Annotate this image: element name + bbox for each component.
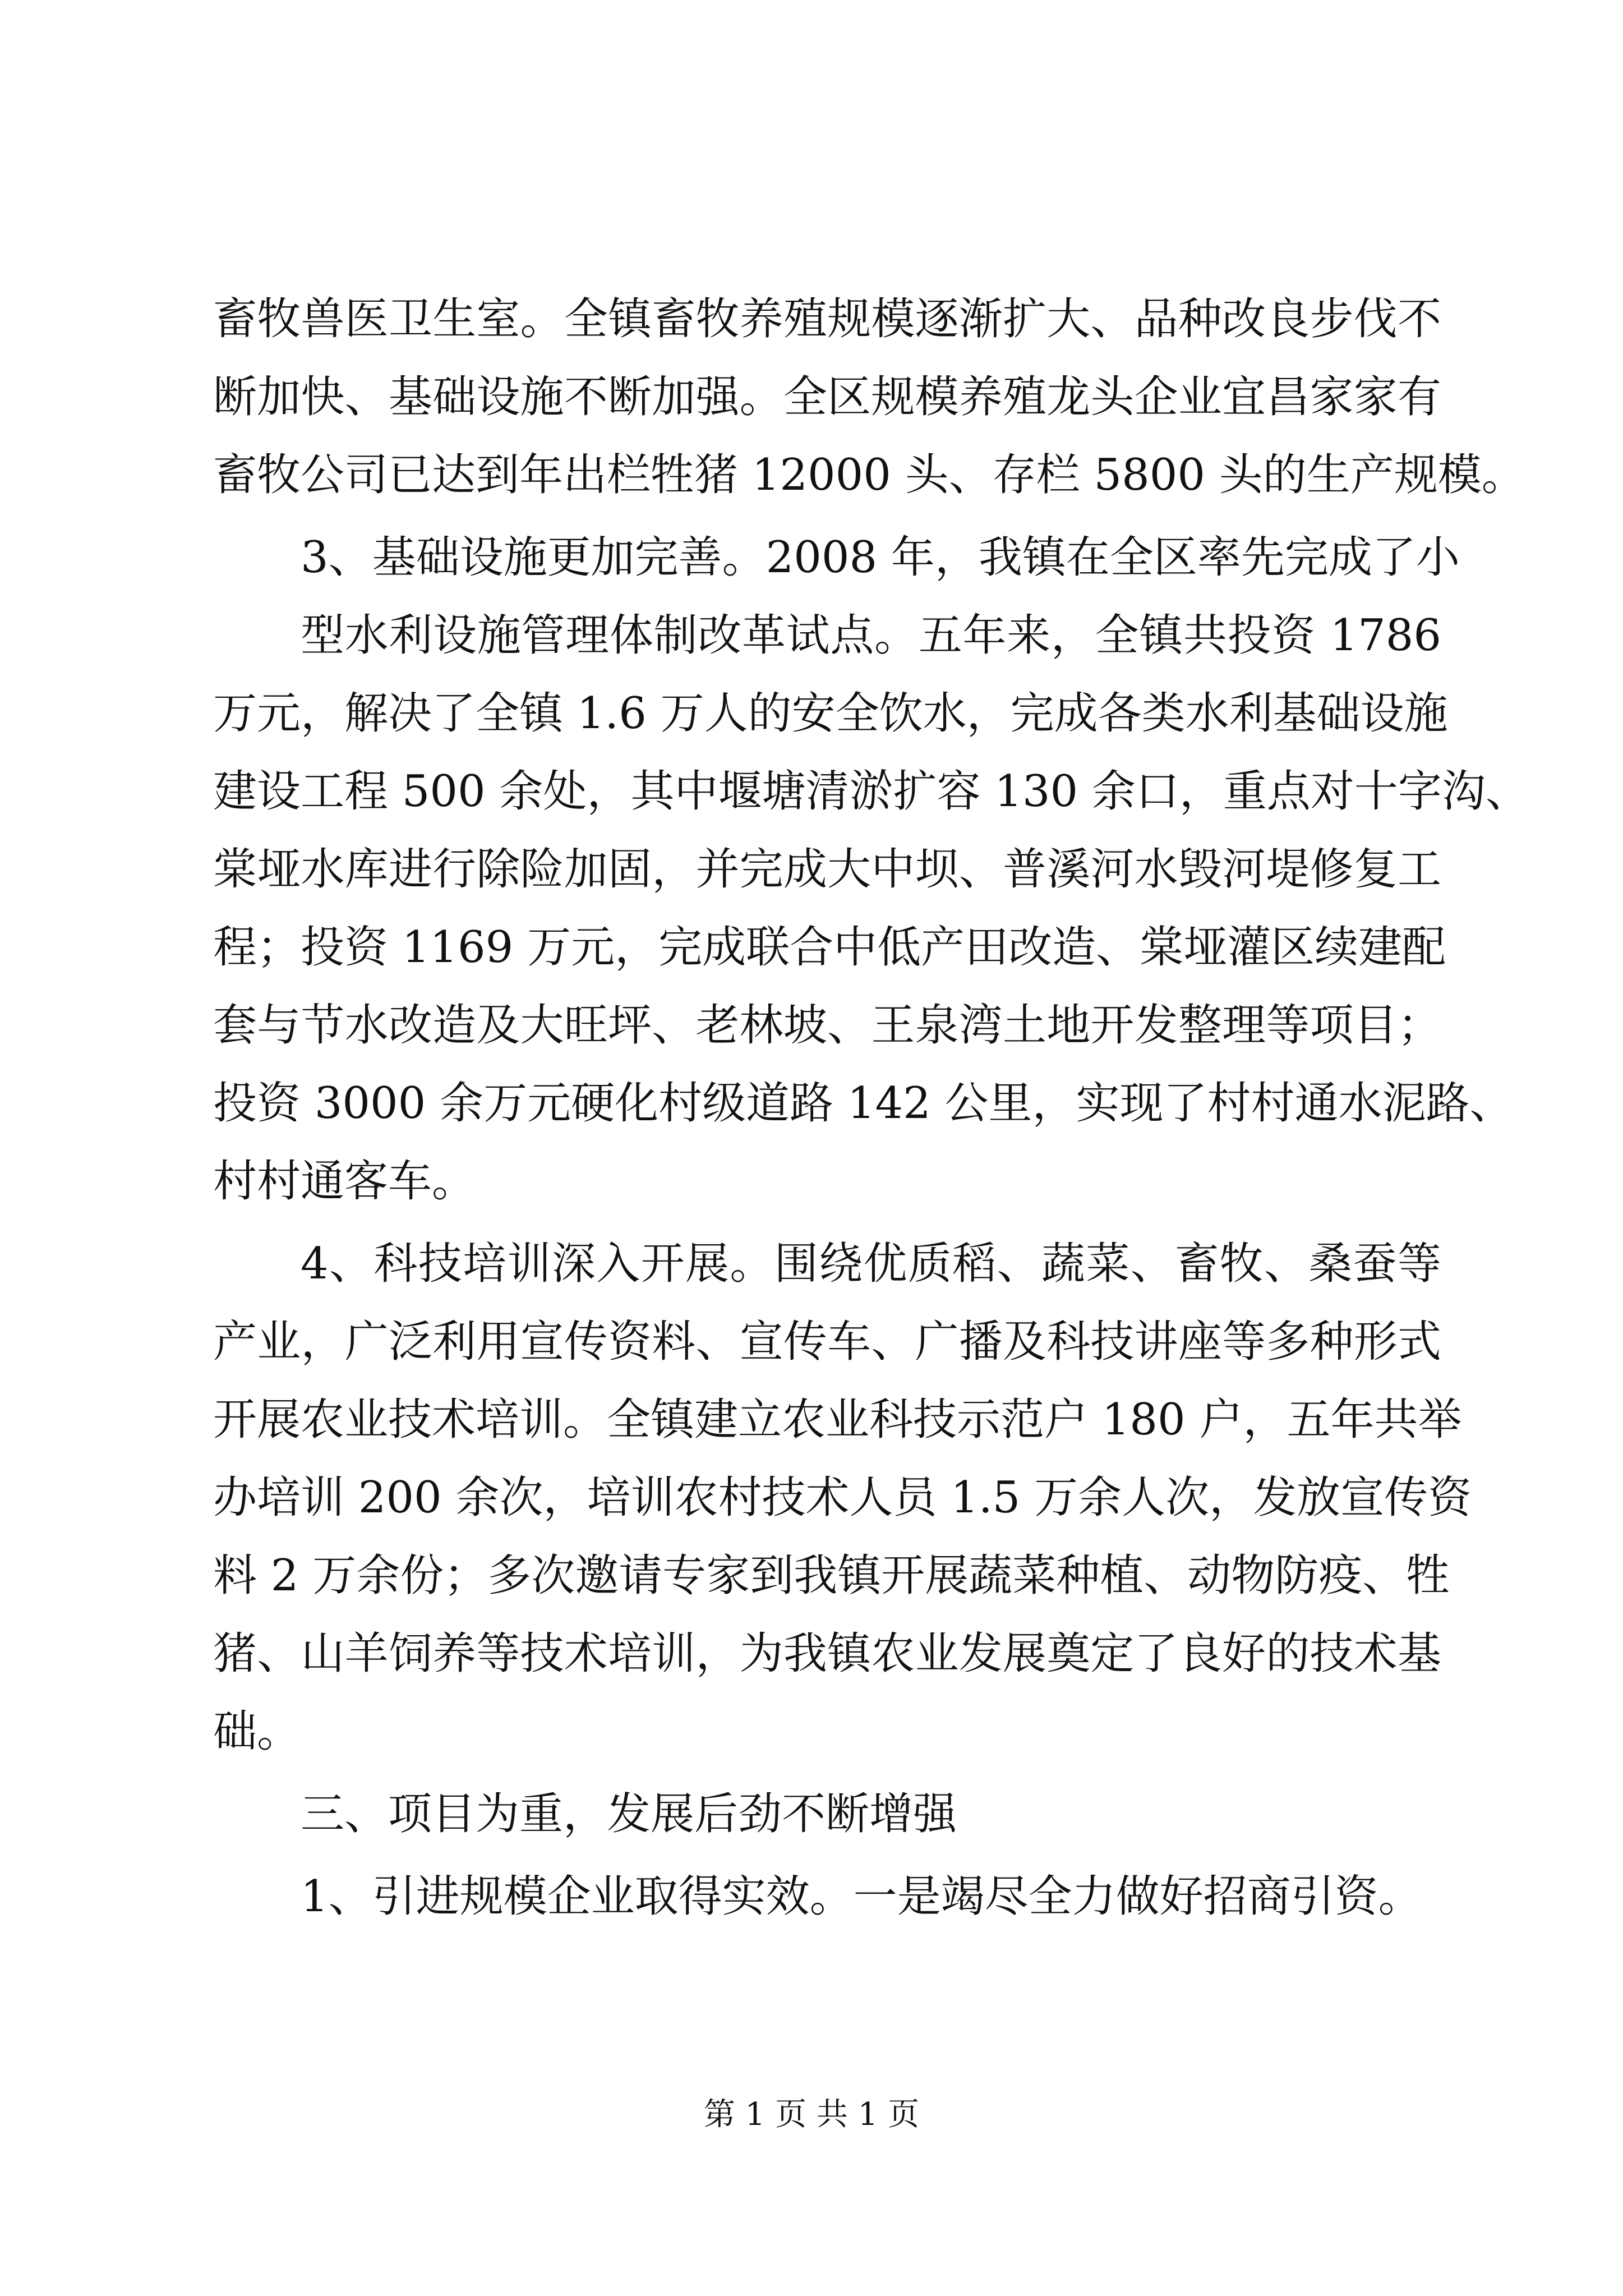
text-line: 畜牧公司已达到年出栏牲猪 12000 头、存栏 5800 头的生产规模。	[213, 450, 1525, 500]
text-line: 产业，广泛利用宣传资料、宣传车、广播及科技讲座等多种形式	[213, 1317, 1441, 1367]
text-line: 建设工程 500 余处，其中堰塘清淤扩容 130 余口，重点对十字沟、	[213, 766, 1529, 817]
text-line: 程；投资 1169 万元，完成联合中低产田改造、棠垭灌区续建配	[213, 922, 1446, 973]
page-footer: 第 1 页 共 1 页	[703, 2096, 920, 2133]
paragraph-heading-line: 3、基础设施更加完善。2008 年，我镇在全区率先完成了小	[301, 532, 1460, 583]
text-line: 型水利设施管理体制改革试点。五年来，全镇共投资 1786	[301, 610, 1441, 661]
text-line: 万元，解决了全镇 1.6 万人的安全饮水，完成各类水利基础设施	[213, 688, 1448, 739]
text-line: 开展农业技术培训。全镇建立农业科技示范户 180 户，五年共举	[213, 1395, 1462, 1445]
text-line: 畜牧兽医卫生室。全镇畜牧养殖规模逐渐扩大、品种改良步伐不	[213, 294, 1441, 344]
text-line: 投资 3000 余万元硬化村级道路 142 公里，实现了村村通水泥路、	[213, 1078, 1514, 1129]
text-line: 料 2 万余份；多次邀请专家到我镇开展蔬菜种植、动物防疫、牲	[213, 1550, 1450, 1601]
text-line: 村村通客车。	[213, 1156, 476, 1207]
text-line: 断加快、基础设施不断加强。全区规模养殖龙头企业宜昌家家有	[213, 372, 1441, 422]
text-line: 套与节水改造及大旺坪、老林坡、王泉湾土地开发整理等项目；	[213, 1000, 1441, 1051]
section-heading: 三、项目为重，发展后劲不断增强	[301, 1789, 957, 1839]
document-body	[213, 280, 1529, 1936]
text-line: 猪、山羊饲养等技术培训，为我镇农业发展奠定了良好的技术基	[213, 1628, 1441, 1679]
text-line: 办培训 200 余次，培训农村技术人员 1.5 万余人次，发放宣传资	[213, 1473, 1472, 1523]
paragraph-heading-line: 1、引进规模企业取得实效。一是竭尽全力做好招商引资。	[301, 1871, 1422, 1922]
text-line: 棠垭水库进行除险加固，并完成大中坝、普溪河水毁河堤修复工	[213, 844, 1441, 895]
text-line: 础。	[213, 1706, 301, 1757]
paragraph-heading-line: 4、科技培训深入开展。围绕优质稻、蔬菜、畜牧、桑蚕等	[301, 1239, 1441, 1289]
